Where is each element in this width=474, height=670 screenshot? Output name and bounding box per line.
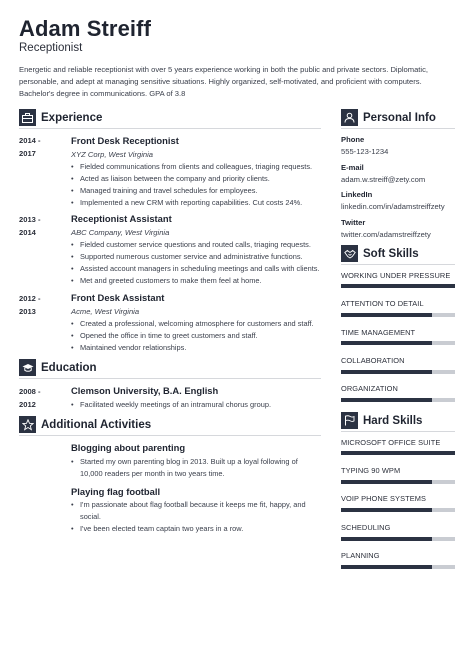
job-company: ABC Company, West Virginia xyxy=(71,228,170,237)
soft-skill-name: TIME MANAGEMENT xyxy=(341,328,416,337)
personal-info-section-header xyxy=(341,109,436,126)
phone-label: Phone xyxy=(341,135,365,144)
hard-skill-name: PLANNING xyxy=(341,551,380,560)
activity-title: Blogging about parenting xyxy=(71,442,186,453)
candidate-title: Receptionist xyxy=(19,42,83,54)
education-end-date: 2012 xyxy=(19,400,36,409)
job-start-date: 2014 - xyxy=(19,136,41,145)
soft-skill-bar xyxy=(341,341,455,345)
list-item: • I'm passionate about flag football because it keeps me fit, happy, and social. xyxy=(71,499,321,523)
hard-skill-bar xyxy=(341,537,455,541)
soft-skill-bar xyxy=(341,370,455,374)
job-bullets xyxy=(71,161,321,209)
job-title: Front Desk Receptionist xyxy=(71,135,179,146)
list-item: • Supported numerous customer service and administrative functions. xyxy=(71,251,321,263)
twitter-label: Twitter xyxy=(341,218,366,227)
hard-skills-heading: Hard Skills xyxy=(363,414,423,427)
email-value: adam.w.streiff@zety.com xyxy=(341,175,426,184)
education-start-date: 2008 - xyxy=(19,387,41,396)
soft-skill-name: WORKING UNDER PRESSURE xyxy=(341,271,451,280)
education-bullets xyxy=(71,399,321,411)
candidate-name: Adam Streiff xyxy=(19,16,151,41)
hard-skill-bar xyxy=(341,480,455,484)
phone-value: 555-123-1234 xyxy=(341,147,389,156)
linkedin-value: linkedin.com/in/adamstreiffzety xyxy=(341,202,445,211)
hard-skill-name: SCHEDULING xyxy=(341,523,391,532)
personal-info-divider xyxy=(341,128,455,129)
soft-skill-bar-fill xyxy=(341,370,432,374)
hard-skill-bar-fill xyxy=(341,565,432,569)
star-icon xyxy=(19,416,36,433)
hard-skills-section-header xyxy=(341,412,422,429)
list-item: • Acted as liaison between the company and priority clients. xyxy=(71,173,321,185)
soft-skills-section-header xyxy=(341,245,419,262)
job-bullets xyxy=(71,318,321,354)
job-start-date: 2013 - xyxy=(19,215,41,224)
person-icon xyxy=(341,109,358,126)
job-title: Front Desk Assistant xyxy=(71,292,165,303)
job-end-date: 2017 xyxy=(19,149,36,158)
list-item: • Opened the office in time to greet customers and staff. xyxy=(71,330,321,342)
hard-skill-bar xyxy=(341,451,455,455)
list-item: • Fielded customer service questions and routed calls, triaging requests. xyxy=(71,239,321,251)
soft-skill-bar xyxy=(341,313,455,317)
list-item: • Met and greeted customers to make them feel at home. xyxy=(71,275,321,287)
hard-skill-bar xyxy=(341,508,455,512)
soft-skill-bar xyxy=(341,398,455,402)
soft-skill-bar-fill xyxy=(341,341,432,345)
hard-skill-bar xyxy=(341,565,455,569)
soft-skill-bar-fill xyxy=(341,313,432,317)
hard-skill-bar-fill xyxy=(341,508,432,512)
job-dates xyxy=(19,134,41,160)
list-item: • Fielded communications from clients and colleagues, triaging requests. xyxy=(71,161,321,173)
profile-summary: Energetic and reliable receptionist with over 5 years experience working in both the public and private sectors. Diplomatic, personable, and adept at managing sensitive situations. Highly organized, self-motivated, and proficient with computers. Bachelor's degree in communications. GPA of 3.8 xyxy=(19,65,429,98)
briefcase-icon xyxy=(19,109,36,126)
twitter-value: twitter.com/adamstreiffzety xyxy=(341,230,431,239)
job-company: Acme, West Virginia xyxy=(71,307,140,316)
list-item: • Managed training and travel schedules for employees. xyxy=(71,185,321,197)
list-item: • Created a professional, welcoming atmosphere for customers and staff. xyxy=(71,318,321,330)
job-start-date: 2012 - xyxy=(19,294,41,303)
soft-skill-bar xyxy=(341,284,455,288)
flag-icon xyxy=(341,412,358,429)
personal-info-heading: Personal Info xyxy=(363,111,436,124)
education-heading: Education xyxy=(41,361,97,374)
linkedin-label: LinkedIn xyxy=(341,190,373,199)
activities-heading: Additional Activities xyxy=(41,418,152,431)
list-item: • Assisted account managers in scheduling meetings and calls with clients. xyxy=(71,263,321,275)
hard-skill-name: TYPING 90 WPM xyxy=(341,466,401,475)
handshake-icon xyxy=(341,245,358,262)
activities-divider xyxy=(19,435,321,436)
soft-skill-name: ATTENTION TO DETAIL xyxy=(341,299,424,308)
job-bullets xyxy=(71,239,321,287)
activities-section-header xyxy=(19,416,151,433)
job-end-date: 2013 xyxy=(19,307,36,316)
job-end-date: 2014 xyxy=(19,228,36,237)
email-label: E-mail xyxy=(341,163,364,172)
experience-divider xyxy=(19,128,321,129)
soft-skill-bar-fill xyxy=(341,284,455,288)
soft-skills-heading: Soft Skills xyxy=(363,247,419,260)
education-title: Clemson University, B.A. English xyxy=(71,385,219,396)
hard-skill-name: MICROSOFT OFFICE SUITE xyxy=(341,438,441,447)
list-item: • Facilitated weekly meetings of an intramural chorus group. xyxy=(71,399,321,411)
hard-skill-bar-fill xyxy=(341,451,455,455)
hard-skill-bar-fill xyxy=(341,537,432,541)
graduation-cap-icon xyxy=(19,359,36,376)
hard-skill-bar-fill xyxy=(341,480,432,484)
list-item: • Maintained vendor relationships. xyxy=(71,342,321,354)
soft-skills-divider xyxy=(341,264,455,265)
activity-bullets xyxy=(71,456,321,480)
education-divider xyxy=(19,378,321,379)
job-dates xyxy=(19,213,41,239)
list-item: • Implemented a new CRM with reporting capabilities. Cut costs 24%. xyxy=(71,197,321,209)
experience-section-header xyxy=(19,109,102,126)
job-company: XYZ Corp, West Virginia xyxy=(71,150,154,159)
education-dates xyxy=(19,385,41,411)
education-section-header xyxy=(19,359,97,376)
job-title: Receptionist Assistant xyxy=(71,213,172,224)
experience-heading: Experience xyxy=(41,111,103,124)
activity-bullets xyxy=(71,499,321,535)
soft-skill-name: ORGANIZATION xyxy=(341,384,398,393)
hard-skills-divider xyxy=(341,431,455,432)
soft-skill-bar-fill xyxy=(341,398,432,402)
list-item: • I've been elected team captain two years in a row. xyxy=(71,523,321,535)
soft-skill-name: COLLABORATION xyxy=(341,356,405,365)
activity-title: Playing flag football xyxy=(71,486,161,497)
hard-skill-name: VOIP PHONE SYSTEMS xyxy=(341,494,427,503)
job-dates xyxy=(19,292,41,318)
list-item: • Started my own parenting blog in 2013. Built up a loyal following of 10,000 readers per month in two years time. xyxy=(71,456,321,480)
